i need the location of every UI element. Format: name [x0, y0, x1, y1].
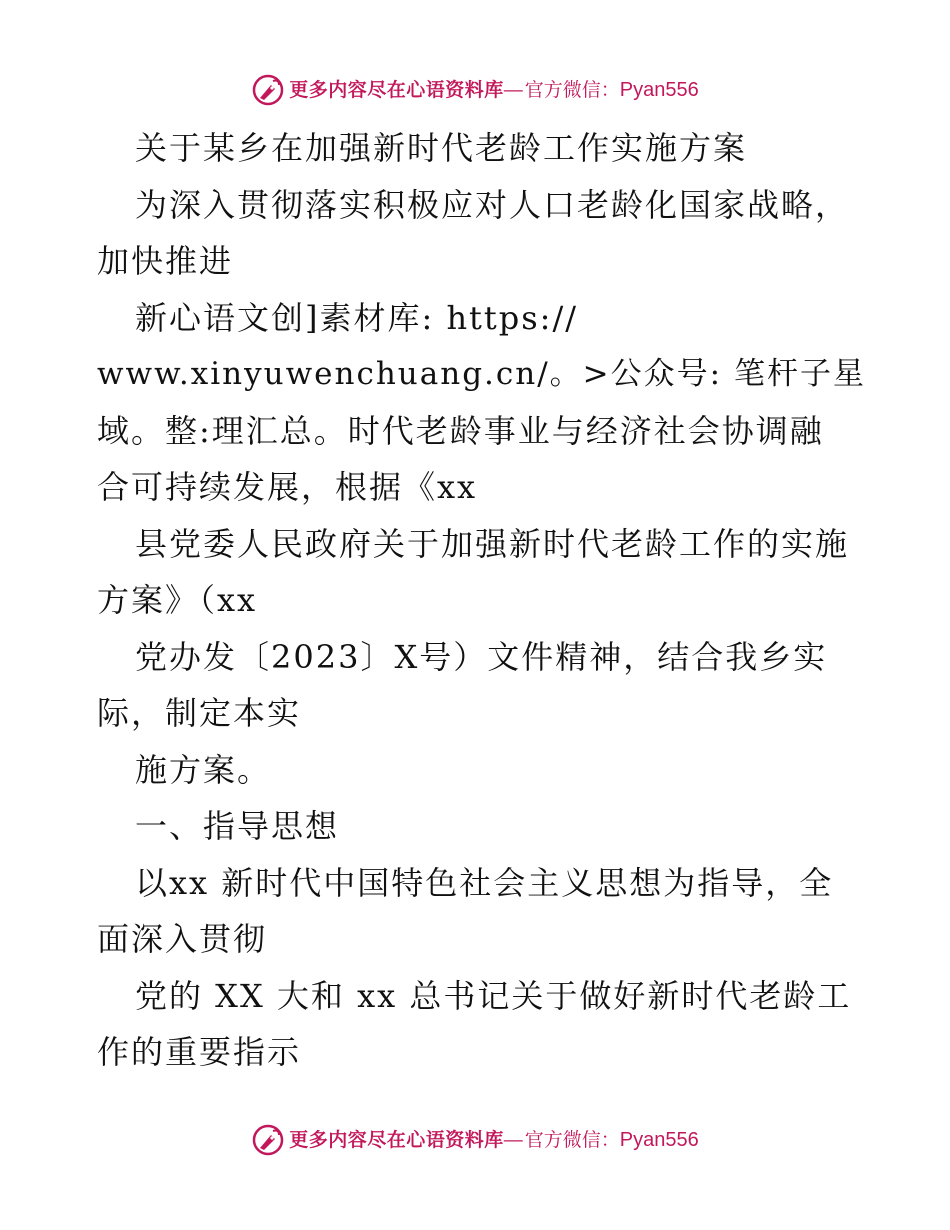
banner-dash: —	[503, 79, 523, 101]
wechat-label: 官方微信：	[524, 1128, 620, 1151]
section-heading: 一、指导思想	[135, 807, 340, 845]
pen-nib-circle-icon	[251, 73, 285, 107]
paragraph-line: 县党委人民政府关于加强新时代老龄工作的实施	[135, 524, 850, 563]
banner-dash: —	[503, 1129, 523, 1151]
paragraph-line: 域。整:理汇总。时代老龄事业与经济社会协调融	[97, 411, 824, 450]
header-watermark-banner	[0, 70, 950, 110]
wechat-id: Pyan556	[619, 1129, 699, 1151]
footer-watermark-banner	[0, 1120, 950, 1160]
pen-nib-circle-icon	[251, 1123, 285, 1157]
paragraph-line: 合可持续发展，根据《xx	[97, 468, 478, 506]
paragraph-line: 面深入贯彻	[97, 920, 268, 958]
paragraph-line: 为深入贯彻落实积极应对人口老龄化国家战略，	[135, 185, 850, 224]
document-title: 关于某乡在加强新时代老龄工作实施方案	[135, 129, 748, 167]
paragraph-line: www.xinyuwenchuang.cn/。>公众号: 笔杆子星	[97, 356, 866, 392]
paragraph-line: 作的重要指示	[97, 1033, 302, 1071]
promo-text: 更多内容尽在心语资料库	[289, 1128, 504, 1151]
wechat-label: 官方微信：	[524, 78, 620, 101]
paragraph-line: 党办发〔2023〕X号）文件精神，结合我乡实	[135, 637, 828, 676]
paragraph-line: 加快推进	[97, 242, 234, 280]
promo-text: 更多内容尽在心语资料库	[289, 78, 504, 101]
paragraph-line: 新心语文创]素材库: https://	[135, 298, 579, 337]
document-body	[97, 120, 887, 1081]
paragraph-line: 施方案。	[135, 750, 272, 789]
paragraph-line: 以xx 新时代中国特色社会主义思想为指导，全	[135, 863, 834, 902]
paragraph-line: 方案》（xx	[97, 581, 258, 619]
paragraph-line: 党的 XX 大和 xx 总书记关于做好新时代老龄工	[135, 976, 852, 1015]
paragraph-line: 际，制定本实	[97, 694, 302, 732]
wechat-id: Pyan556	[619, 79, 699, 101]
